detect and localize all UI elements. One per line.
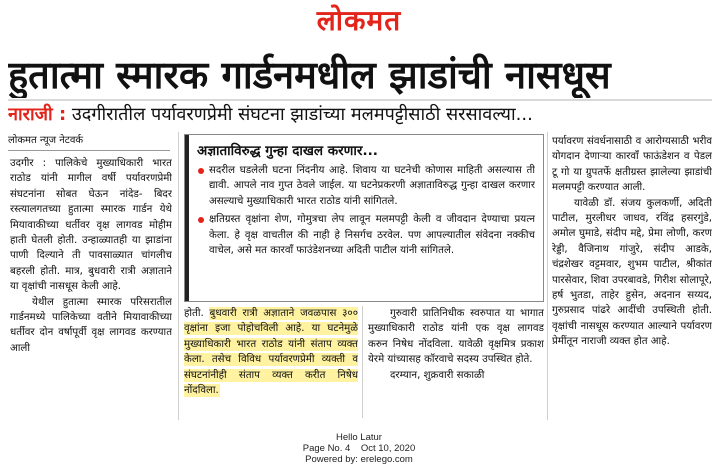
kicker-tag: नाराजी : xyxy=(8,104,67,125)
box-bullet: क्षतिग्रस्त वृक्षांना शेण, गोमुत्रचा लेप लावून मलमपट्टी केली व जीवदान देण्याचा प्रयत्न केला. हे वृक्ष वाचतील की नाही हे निसर्गच ठरवेल. पण आपल्यातील संवेदना नक्कीच वाचेल, असे मत कारवाँ फाउंडेशनच्या अदिती पाटील यांनी सांगितले. xyxy=(197,212,535,258)
kicker-text: उदगीरातील पर्यावरणप्रेमी संघटना झाडांच्या मलमपट्टीसाठी सरसावल्या... xyxy=(71,104,533,125)
byline-divider xyxy=(8,150,170,151)
article-column-1 xyxy=(10,156,172,418)
column-divider xyxy=(547,132,548,420)
headline: हुतात्मा स्मारक गार्डनमधील झाडांची नासधूस xyxy=(8,53,611,97)
box-title: अज्ञाताविरुद्ध गुन्हा दाखल करणार... xyxy=(197,143,378,159)
footer-edition: Hello Latur xyxy=(336,432,382,443)
article-column-3 xyxy=(368,306,544,418)
box-body xyxy=(197,163,535,297)
paragraph: गुरुवारी प्रातिनिधीक स्वरुपात या भागात मुख्याधिकारी राठोड यांनी एक वृक्ष लागवड करुन निषेध नोंदविला. यावेळी वृक्षमित्र प्रकाश येरमे यांच्यासह कॉरवाचे सदस्य उपस्थित होते. xyxy=(368,308,544,366)
page-footer xyxy=(0,432,718,465)
headline-divider xyxy=(8,99,712,101)
kicker xyxy=(8,102,714,128)
masthead-logo: लोकमत xyxy=(316,4,402,37)
paragraph: उदगीर : पालिकेचे मुख्याधिकारी भारत राठोड यांनी मागील वर्षी पर्यावरणप्रेमी संघटनांना सोबत घेऊन नांदेड- बिदर रस्त्यालगतच्या हुतात्मा स्मारक गार्डन येथे मियावाकीच्या धर्तीवर वृक्ष लागवड मोहीम हाती घेतली होती. उन्हाळ्यातही या झाडांना पाणी दिल्याने ती पावसाळ्यात चांगलीच बहरली होती. मात्र, बुधवारी रात्री अज्ञाताने या वृक्षांची नासधूस केली आहे. xyxy=(10,158,172,293)
paragraph: येथील हुतात्मा स्मारक परिसरातील गार्डनमध्ये पालिकेच्या वतीने मियावाकीच्या धर्तीवर दोन वर्षापूर्वी वृक्ष लागवड करण्यात आली xyxy=(10,296,172,354)
box-accent-bar xyxy=(185,135,189,301)
footer-powered-by[interactable]: Powered by: erelego.com xyxy=(305,454,413,465)
paragraph-lead: होती. xyxy=(184,308,204,319)
article-column-2 xyxy=(184,306,358,418)
footer-page-date: Page No. 4 Oct 10, 2020 xyxy=(302,443,416,454)
article-column-4 xyxy=(552,134,712,418)
paragraph: पर्यावरण संवर्धनासाठी व आरोग्यसाठी भरीव योगदान देणाऱ्या कारवाँ फाऊंडेशन व पेडल टू गो या ग्रुपतर्फे क्षतीग्रस्त झालेल्या झाडांची मलमपट्टी करण्यात आली. xyxy=(552,136,712,194)
highlighted-passage: बुधवारी रात्री अज्ञाताने जवळपास ३०० वृक्षांना इजा पोहोचविली आहे. या घटनेमुळे मुख्याधिकारी भारत राठोड यांनी संताप व्यक्त केला. तसेच विविध पर्यावरणप्रेमी व्यक्ती व संघटनांनीही संताप व्यक्त करीत निषेध नोंदविला. xyxy=(184,308,358,397)
paragraph: दरम्यान, शुक्रवारी सकाळी xyxy=(390,369,485,381)
sidebar-box xyxy=(184,134,544,302)
column-divider xyxy=(362,306,363,418)
byline: लोकमत न्यूज नेटवर्क xyxy=(8,135,84,146)
column-divider xyxy=(178,132,179,420)
paragraph: यावेळी डॉ. संजय कुलकर्णी, अदिती पाटील, मुरलीधर जाधव, रविंद्र हसरगुंडे, अमोल घुमाडे, संदीप मद्दे, प्रेमा लोणी, करण रेड्डी, वैजिनाथ गांजुरे, संदीप आडके, चंद्रशेखर वट्टमवार, शुभम पाटील, श्रीकांत पारसेवार, शिवा उपरबावडे, गिरीश सोलापूरे, हर्ष भुतडा, ताहेर हुसेन, अदनान सय्यद, गुरुप्रसाद पांढरे आदींची उपस्थिती होती. वृक्षांची नासधूस करण्यात आल्याने पर्यावरण प्रेमींतून नाराजी व्यक्त होत आहे. xyxy=(552,197,712,348)
box-bullet: सदरील घडलेली घटना निंदनीय आहे. शिवाय या घटनेची कोणास माहिती असल्यास ती द्यावी. आपले नाव गुप्त ठेवले जाईल. या घटनेप्रकरणी अज्ञाताविरुद्ध गुन्हा दाखल करणार असल्याचे मुख्याधिकारी भारत राठोड यांनी सांगितले. xyxy=(197,163,535,209)
